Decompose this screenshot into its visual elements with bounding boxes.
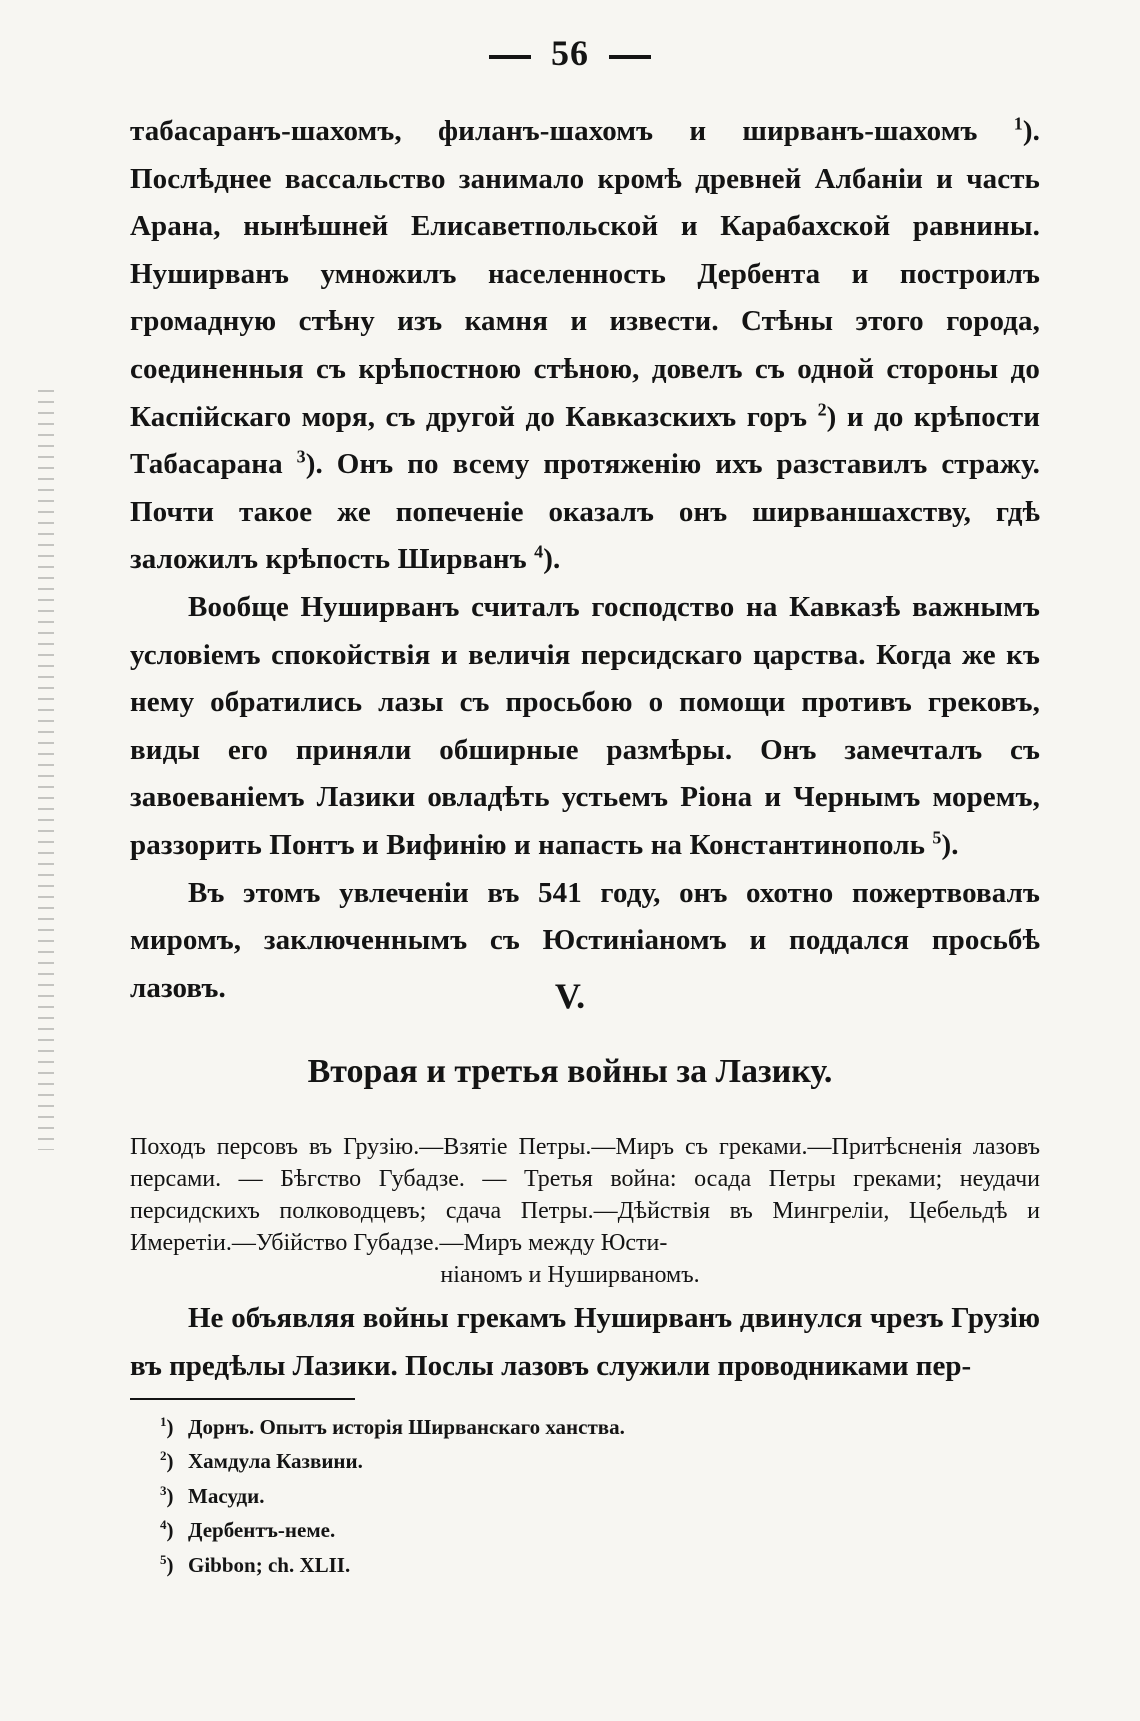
paragraph-text: ). <box>543 543 561 576</box>
binding-margin <box>38 390 54 1150</box>
right-dash <box>609 55 651 59</box>
paragraph-text: Вообще Нуширванъ считалъ господство на Кавказѣ важнымъ условіемъ спокойствія и величія персидскаго царства. Когда же къ нему обратились лазы съ просьбою о помощи противъ грековъ, виды его приняли обширные размѣры. Онъ замечталъ съ завоеваніемъ Лазики овладѣть устьемъ Ріона и Чернымъ моремъ, раззорить Понтъ и Вифинію и напасть на Константинополь <box>130 590 1040 861</box>
section-number: V. <box>554 976 586 1016</box>
footnotes <box>160 1410 1020 1582</box>
left-dash <box>489 55 531 59</box>
paragraph-text: табасаранъ-шахомъ, филанъ-шахомъ и ширванъ-шахомъ <box>130 115 1014 147</box>
page-number-header <box>0 32 1140 74</box>
footnote-number: 5 <box>160 1551 167 1567</box>
footnote-ref: 5 <box>932 827 942 848</box>
paragraph-text: ) и до крѣпости Табасарана <box>130 400 1040 481</box>
footnote-rule <box>130 1398 355 1400</box>
footnote-text: Масуди. <box>188 1483 265 1508</box>
footnote-number: 2 <box>160 1448 167 1464</box>
footnote-marker: $^4$) <box>160 1517 174 1543</box>
footnote-ref: 1 <box>1013 113 1023 134</box>
paragraph: Не объявляя войны грекамъ Нуширванъ двинулся чрезъ Грузію въ предѣлы Лазики. Послы лазовъ служили проводниками пер- <box>130 1302 1040 1382</box>
body-text <box>130 108 1040 1012</box>
paragraph: Въ этомъ увлеченіи въ 541 году, онъ охотно пожертвовалъ миромъ, заключеннымъ съ Юстиніаномъ и поддался просьбѣ лазовъ. <box>130 876 1040 1004</box>
section-summary-end: ніаномъ и Нуширваномъ. <box>440 1262 700 1288</box>
section-title: Вторая и третья войны за Лазику. <box>307 1053 833 1090</box>
page-number: 56 <box>551 33 589 73</box>
footnote <box>160 1479 1020 1513</box>
footnote <box>160 1548 1020 1582</box>
paragraph <box>130 584 1040 870</box>
footnote-number: 1 <box>160 1414 167 1429</box>
footnote-text: Хамдула Казвини. <box>188 1449 363 1474</box>
paragraph-text: ). Послѣднее вассальство занимало кромѣ древней Албаніи и часть Арана, нынѣшней Елисаветпольской и Карабахской равнины. Нуширванъ умножилъ населенность Дербента и построилъ громадную стѣну изъ камня и извести. Стѣны этого города, соединенныя съ крѣпостною стѣною, довелъ съ одной стороны до Каспійскаго моря, съ другой до Кавказскихъ горъ <box>130 115 1040 433</box>
footnote-marker: $^3$) <box>160 1482 174 1508</box>
section-opening <box>130 1295 1040 1390</box>
footnote-marker: $^5$) <box>160 1551 174 1577</box>
footnote-text: Дербентъ-неме. <box>188 1518 336 1543</box>
continued-paragraph <box>130 108 1040 584</box>
footnote-number: 4 <box>160 1517 167 1533</box>
footnote <box>160 1513 1020 1547</box>
footnote-marker: $^1$) <box>160 1414 174 1439</box>
section-summary: Походъ персовъ въ Грузію.—Взятіе Петры.—Миръ съ греками.—Притѣсненія лазовъ персами. — Бѣгство Губадзе. — Третья война: осада Петры греками; неудачи персидскихъ полководцевъ; сдача Петры.—Дѣйствія въ Мингреліи, Цебельдѣ и Имеретіи.—Убійство Губадзе.—Миръ между Юсти- <box>130 1134 1040 1256</box>
footnote-ref: 3 <box>296 446 306 467</box>
footnote-marker: $^2$) <box>160 1448 174 1474</box>
paragraph-text: ). Онъ по всему протяженію ихъ разставилъ стражу. Почти такое же попеченіе оказалъ онъ ширваншахству, гдѣ заложилъ крѣпость Ширванъ <box>130 448 1040 576</box>
footnote <box>160 1410 1020 1444</box>
footnote-number: 3 <box>160 1482 167 1498</box>
footnote-text: Gibbon; ch. XLII. <box>188 1552 351 1577</box>
footnote-text: Дорнъ. Опытъ исторія Ширванскаго ханства. <box>188 1415 625 1439</box>
paragraph-text: ). <box>941 828 959 861</box>
footnote <box>160 1444 1020 1478</box>
footnote-ref: 2 <box>817 398 827 419</box>
footnote-ref: 4 <box>534 541 544 562</box>
